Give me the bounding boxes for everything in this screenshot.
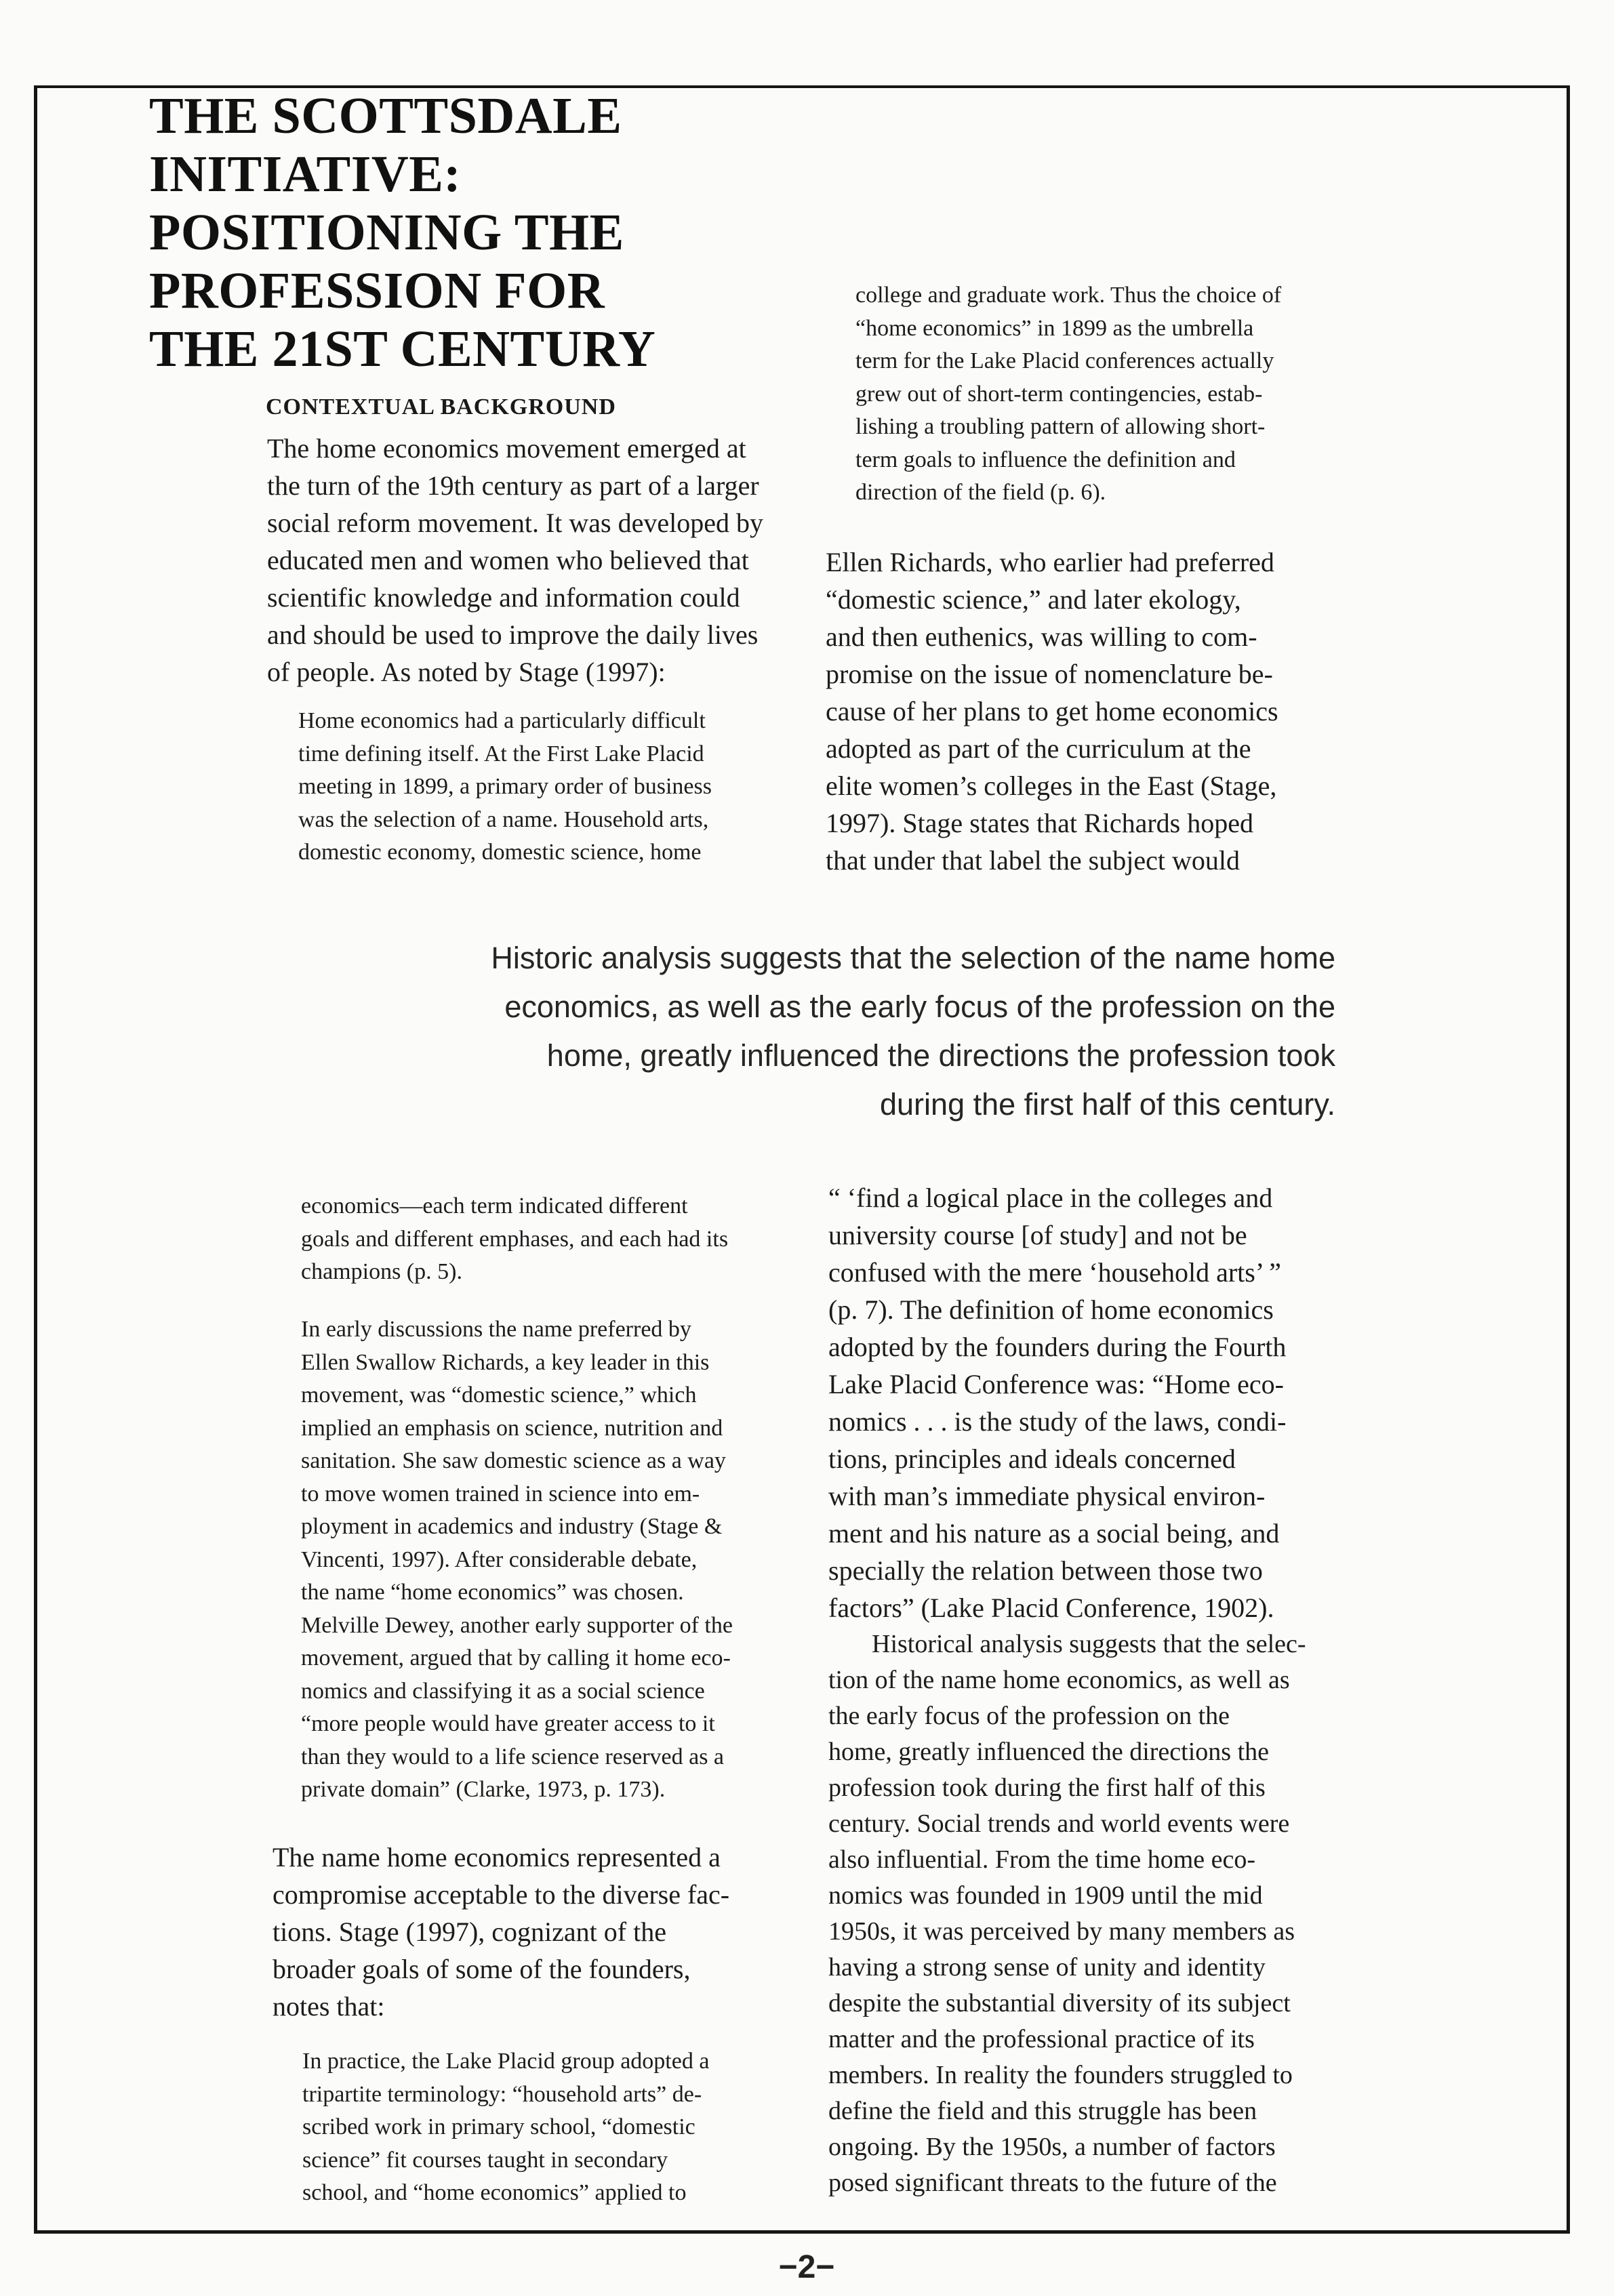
quote-line: In practice, the Lake Placid group adopted a [302,2049,710,2074]
quote-line: In early discussions the name preferred by [301,1317,691,1342]
text-line: ongoing. By the 1950s, a number of factors [828,2133,1276,2161]
quote-line: private domain” (Clarke, 1973, p. 173). [301,1777,666,1802]
quote-line: lishing a troubling pattern of allowing short- [855,414,1266,439]
text-line: 1997). Stage states that Richards hoped [826,808,1253,838]
text-line: Lake Placid Conference was: “Home eco- [828,1369,1284,1399]
text-line: having a strong sense of unity and identity [828,1953,1266,1982]
quote-line: the name “home economics” was chosen. [301,1580,684,1605]
quote-line: domestic economy, domestic science, home [298,840,702,865]
text-line: Historical analysis suggests that the selec- [872,1630,1306,1658]
title-line: PROFESSION FOR [149,262,605,319]
quote-line: grew out of short-term contingencies, estab- [855,381,1263,407]
text-line: educated men and women who believed that [267,545,749,575]
quote-line: meeting in 1899, a primary order of business [298,774,712,799]
title-line: INITIATIVE: [149,146,462,203]
text-line: elite women’s colleges in the East (Stage, [826,771,1277,801]
section-heading: CONTEXTUAL BACKGROUND [266,394,616,419]
text-line: tions. Stage (1997), cognizant of the [273,1916,666,1947]
quote-line: tripartite terminology: “household arts” de- [302,2081,702,2107]
quote-line: “home economics” in 1899 as the umbrella [855,315,1254,341]
quote-line: goals and different emphases, and each had its [301,1226,729,1252]
quote-line: sanitation. She saw domestic science as a way [301,1448,726,1473]
text-line: home, greatly influenced the directions the [828,1738,1269,1766]
title-line: THE 21ST CENTURY [149,321,656,377]
quote-line: direction of the field (p. 6). [855,480,1106,505]
text-line: 1950s, it was perceived by many members as [828,1917,1295,1946]
quote-line: champions (p. 5). [301,1259,462,1284]
pull-quote-line: economics, as well as the early focus of the profession on the [504,989,1335,1024]
text-line: tions, principles and ideals concerned [828,1443,1236,1474]
text-line: define the field and this struggle has been [828,2097,1257,2125]
text-line: tion of the name home economics, as well as [828,1666,1290,1694]
pull-quote-line: during the first half of this century. [880,1087,1335,1122]
page-number: −2− [778,2249,835,2285]
text-line: (p. 7). The definition of home economics [828,1294,1274,1325]
quote-line: Home economics had a particularly difficult [298,708,706,733]
text-line: profession took during the first half of this [828,1774,1266,1802]
quote-line: implied an emphasis on science, nutrition and [301,1415,723,1441]
text-line: that under that label the subject would [826,845,1240,876]
text-line: matter and the professional practice of its [828,2025,1255,2053]
text-line: and should be used to improve the daily lives [267,619,759,650]
text-line: ment and his nature as a social being, and [828,1518,1280,1549]
text-line: also influential. From the time home eco- [828,1845,1256,1874]
quote-line: term goals to influence the definition and [855,447,1236,472]
text-line: factors” (Lake Placid Conference, 1902). [828,1593,1274,1623]
text-line: cause of her plans to get home economics [826,696,1278,726]
right-bottom-paragraph-2 [828,1626,1357,2201]
text-line: social reform movement. It was developed by [267,508,763,538]
text-line: of people. As noted by Stage (1997): [267,657,666,687]
quote-line: nomics and classifying it as a social science [301,1678,705,1704]
text-line: nomics . . . is the study of the laws, condi- [828,1406,1287,1437]
text-line: nomics was founded in 1909 until the mid [828,1881,1263,1910]
quote-line: ployment in academics and industry (Stage & [301,1514,723,1539]
quote-line: economics—each term indicated different [301,1193,688,1218]
quote-line: Vincenti, 1997). After considerable debate, [301,1546,698,1572]
text-line: with man’s immediate physical environ- [828,1481,1266,1511]
text-line: scientific knowledge and information could [267,582,740,613]
text-line: notes that: [273,1991,385,2022]
text-line: “domestic science,” and later ekology, [826,584,1241,615]
quote-line: Melville Dewey, another early supporter of the [301,1612,733,1638]
quote-line: term for the Lake Placid conferences actually [855,348,1274,373]
quote-line: movement, was “domestic science,” which [301,1382,697,1408]
text-line: confused with the mere ‘household arts’ ” [828,1257,1281,1288]
pull-quote [298,934,1335,1129]
text-line: “ ‘find a logical place in the colleges and [828,1183,1273,1213]
left-bottom-blockquote-2 [301,1313,775,1807]
quote-line: to move women trained in science into em- [301,1481,700,1506]
pull-quote-line: home, greatly influenced the directions the profession took [546,1038,1335,1073]
text-line: the early focus of the profession on the [828,1702,1230,1730]
text-line: Ellen Richards, who earlier had preferred [826,547,1274,577]
quote-line: science” fit courses taught in secondary [302,2147,668,2173]
quote-line: movement, argued that by calling it home eco- [301,1645,731,1670]
title-line: POSITIONING THE [149,204,624,261]
quote-line: scribed work in primary school, “domestic [302,2114,695,2139]
left-bottom-blockquote-1 [301,1190,775,1289]
quote-line: was the selection of a name. Household arts, [298,806,709,832]
quote-line: than they would to a life science reserved as a [301,1744,725,1769]
text-line: the turn of the 19th century as part of a larger [267,470,759,501]
pull-quote-line: Historic analysis suggests that the selection of the name home [491,941,1335,975]
right-top-blockquote [855,279,1344,510]
text-line: The home economics movement emerged at [267,433,746,464]
text-line: university course [of study] and not be [828,1220,1247,1250]
article-title [149,87,664,378]
text-line: compromise acceptable to the diverse fac- [273,1879,730,1910]
left-top-paragraph [267,430,784,691]
text-line: broader goals of some of the founders, [273,1954,691,1984]
left-bottom-blockquote-3 [302,2045,777,2210]
quote-line: school, and “home economics” applied to [302,2180,687,2205]
right-top-paragraph [826,544,1354,879]
text-line: members. In reality the founders struggled to [828,2061,1293,2089]
left-top-blockquote [298,705,773,869]
text-line: adopted as part of the curriculum at the [826,733,1251,764]
text-line: posed significant threats to the future of the [828,2169,1277,2197]
text-line: promise on the issue of nomenclature be- [826,659,1273,689]
title-line: THE SCOTTSDALE [149,87,622,144]
text-line: century. Social trends and world events were [828,1809,1290,1838]
quote-line: “more people would have greater access to it [301,1711,715,1736]
text-line: The name home economics represented a [273,1842,721,1872]
quote-line: Ellen Swallow Richards, a key leader in this [301,1349,710,1375]
quote-line: time defining itself. At the First Lake Placid [298,741,704,766]
text-line: despite the substantial diversity of its subject [828,1989,1291,2017]
text-line: specially the relation between those two [828,1555,1263,1586]
left-bottom-paragraph [273,1839,788,2025]
quote-line: college and graduate work. Thus the choice of [855,283,1282,308]
right-bottom-paragraph-1 [828,1179,1357,1626]
text-line: and then euthenics, was willing to com- [826,621,1257,652]
text-line: adopted by the founders during the Fourth [828,1332,1287,1362]
